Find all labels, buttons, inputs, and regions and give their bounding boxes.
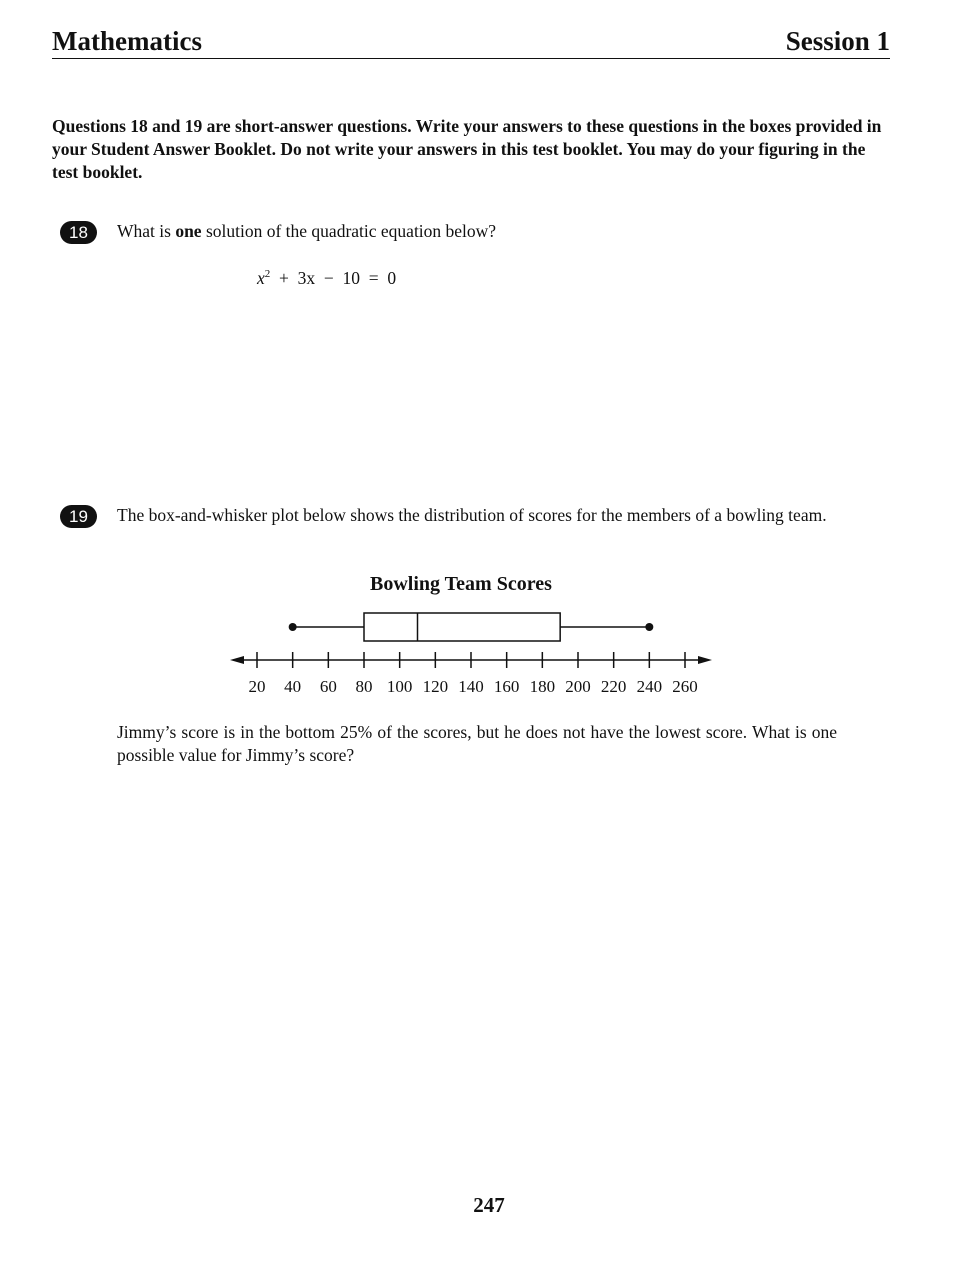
tick-label-220: 220 [600, 677, 627, 696]
page-number: 247 [473, 1193, 505, 1217]
eq-variable: x [257, 268, 265, 288]
iqr-box [364, 613, 560, 641]
question-19-intro: The box-and-whisker plot below shows the distribution of scores for the members of a bowling team. [117, 505, 827, 525]
question-18-number: 18 [60, 221, 97, 244]
page-header [52, 24, 890, 59]
tick-label-60: 60 [319, 677, 337, 696]
tick-label-40: 40 [284, 677, 302, 696]
q18-text-before: What is [117, 221, 176, 241]
q18-text-after: solution of the quadratic equation below? [201, 221, 497, 241]
q18-emphasis: one [175, 221, 202, 241]
left-arrow-icon [230, 656, 244, 664]
tick-label-200: 200 [565, 677, 591, 696]
instructions: Questions 18 and 19 are short-answer questions. Write your answers to these questions in the boxes provided in your Student Answer Booklet. Do not write your answers in this test booklet. You may do your figuring in the test booklet. [52, 116, 882, 182]
eq-rest: + 3x − 10 = 0 [270, 268, 397, 288]
session-title: Session 1 [785, 26, 890, 56]
tick-label-120: 120 [422, 677, 449, 696]
subject-title: Mathematics [52, 26, 202, 56]
tick-label-140: 140 [458, 677, 484, 696]
tick-label-20: 20 [248, 677, 266, 696]
max-point [645, 623, 653, 631]
tick-label-180: 180 [529, 677, 556, 696]
eq-exponent: 2 [264, 268, 271, 281]
question-19-number: 19 [60, 505, 97, 528]
box-plot [228, 605, 718, 705]
tick-label-160: 160 [493, 677, 520, 696]
tick-label-240: 240 [636, 677, 663, 696]
tick-label-100: 100 [386, 677, 413, 696]
tick-label-260: 260 [672, 677, 698, 696]
tick-label-80: 80 [355, 677, 373, 696]
quadratic-equation [257, 268, 396, 289]
min-point [289, 623, 297, 631]
right-arrow-icon [698, 656, 712, 664]
plot-title: Bowling Team Scores [370, 573, 552, 595]
question-19-text: Jimmy’s score is in the bottom 25% of the scores, but he does not have the lowest score. What is one possible value for Jimmy’s score? [117, 722, 837, 765]
question-18-text [117, 220, 837, 243]
